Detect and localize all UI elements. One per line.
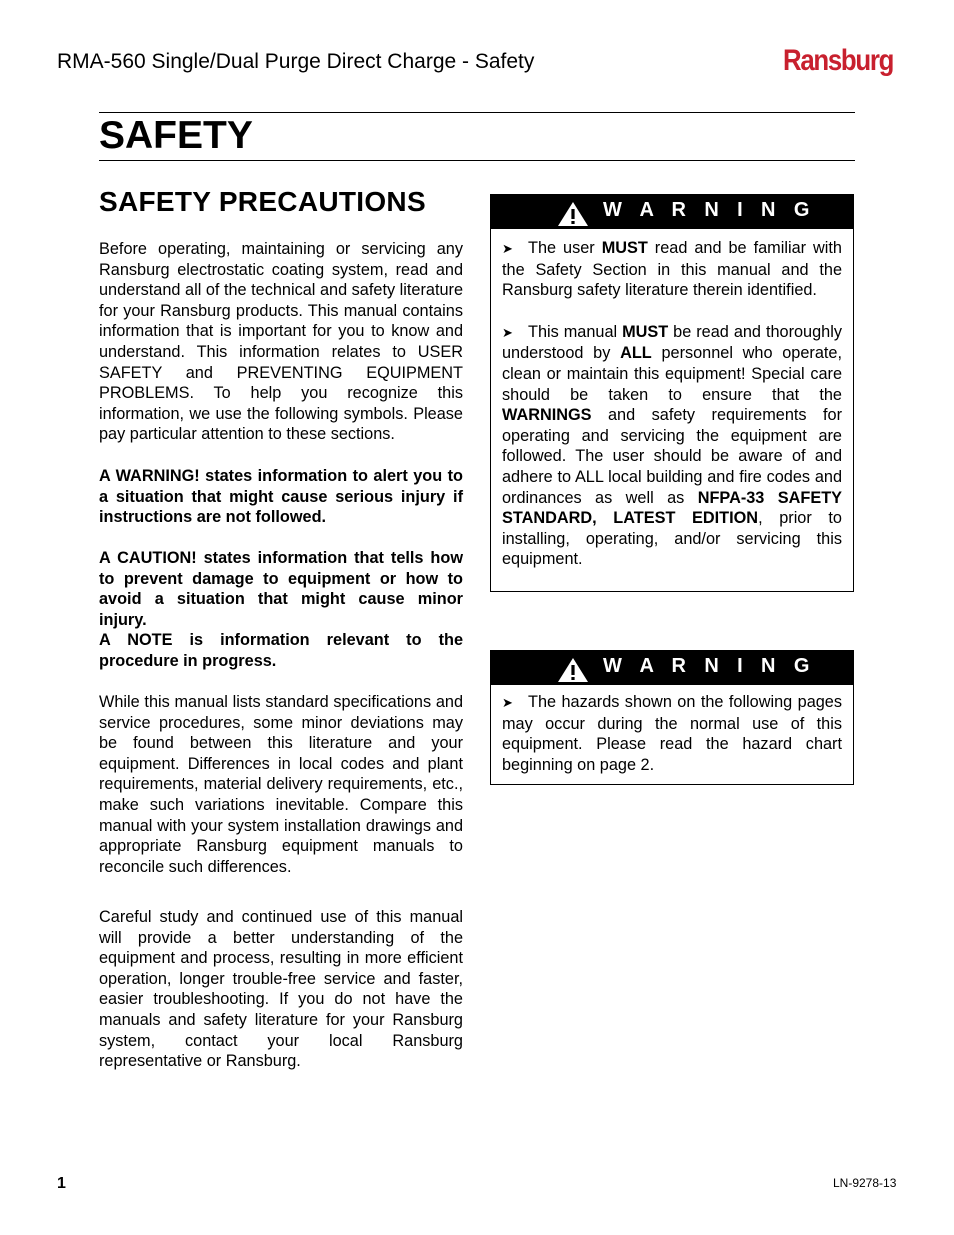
warning-header — [491, 651, 853, 685]
bottom-rule — [99, 160, 855, 161]
section-title: SAFETY — [99, 114, 253, 157]
careful-study-paragraph: Careful study and continued use of this manual will provide a better understanding of the equipment and process, resulting in more efficient operation, longer trouble-free service and faster, easier troubleshooting. If you do not have the manuals and safety literature for your Ransburg system, contact your local Ransburg representative or Ransburg. — [99, 908, 463, 1071]
warning-item-2: ➤ This manual MUST be read and thoroughly understood by ALL personnel who operate, clean or maintain this equipment! Special care should be taken to ensure that the WARNINGS and safety requirements for operating and servicing the equipment are followed. The user should be aware of and adhere to ALL local building and fire codes and ordinances as well as NFPA-33 SAFETY STANDARD, LATEST EDITION, prior to installing, operating, and/or servicing this equipment. — [502, 322, 842, 569]
warning-definition: A WARNING! states information to alert you to a situation that might cause serious injury if instructions are not followed. — [99, 467, 463, 527]
ransburg-logo: Ransburg — [783, 44, 894, 77]
running-header-title: RMA-560 Single/Dual Purge Direct Charge - Safety — [57, 50, 535, 73]
warning-body — [491, 229, 853, 570]
document-code: LN-9278-13 — [833, 1176, 897, 1190]
warning-label: W A R N I N G — [603, 655, 816, 677]
arrow-bullet-icon: ➤ — [502, 241, 513, 256]
warning-box-hazards — [490, 650, 854, 785]
caution-definition: A CAUTION! states information that tells how to prevent damage to equipment or how to avoid a situation that might cause minor injury. — [99, 549, 463, 629]
warning-header — [491, 195, 853, 229]
intro-paragraph: Before operating, maintaining or servicing any Ransburg electrostatic coating system, read and understand all of the technical and safety literature for your Ransburg products. This manual contains information that is important for you to know and understand. This information relates to USER SAFETY and PREVENTING EQUIPMENT PROBLEMS. To help you recognize this information, we use the following symbols. Please pay particular attention to these sections. — [99, 240, 463, 444]
warning-body — [491, 685, 853, 775]
arrow-bullet-icon: ➤ — [502, 695, 513, 710]
deviations-paragraph: While this manual lists standard specifications and service procedures, some minor deviations may be found between this literature and your equipment. Differences in local codes and plant requirements, material delivery requirements, etc., make such variations inevitable. Compare this manual with your system installation drawings and appropriate Ransburg equipment manuals to reconcile such differences. — [99, 693, 463, 876]
warning-label: W A R N I N G — [603, 199, 816, 221]
top-rule — [99, 112, 855, 113]
warning-triangle-icon — [557, 201, 589, 227]
page-number: 1 — [57, 1175, 66, 1192]
warning-box-user-must-read — [490, 194, 854, 592]
subsection-title: SAFETY PRECAUTIONS — [99, 186, 426, 217]
warning-item-1: ➤ The user MUST read and be familiar with the Safety Section in this manual and the Ransburg safety literature therein identified. — [502, 239, 842, 300]
warning-item-1: ➤ The hazards shown on the following pages may occur during the normal use of this equipment. Please read the hazard chart beginning on page 2. — [502, 693, 842, 774]
warning-triangle-icon — [557, 657, 589, 683]
arrow-bullet-icon: ➤ — [502, 324, 513, 340]
note-definition: A NOTE is information relevant to the procedure in progress. — [99, 631, 463, 670]
